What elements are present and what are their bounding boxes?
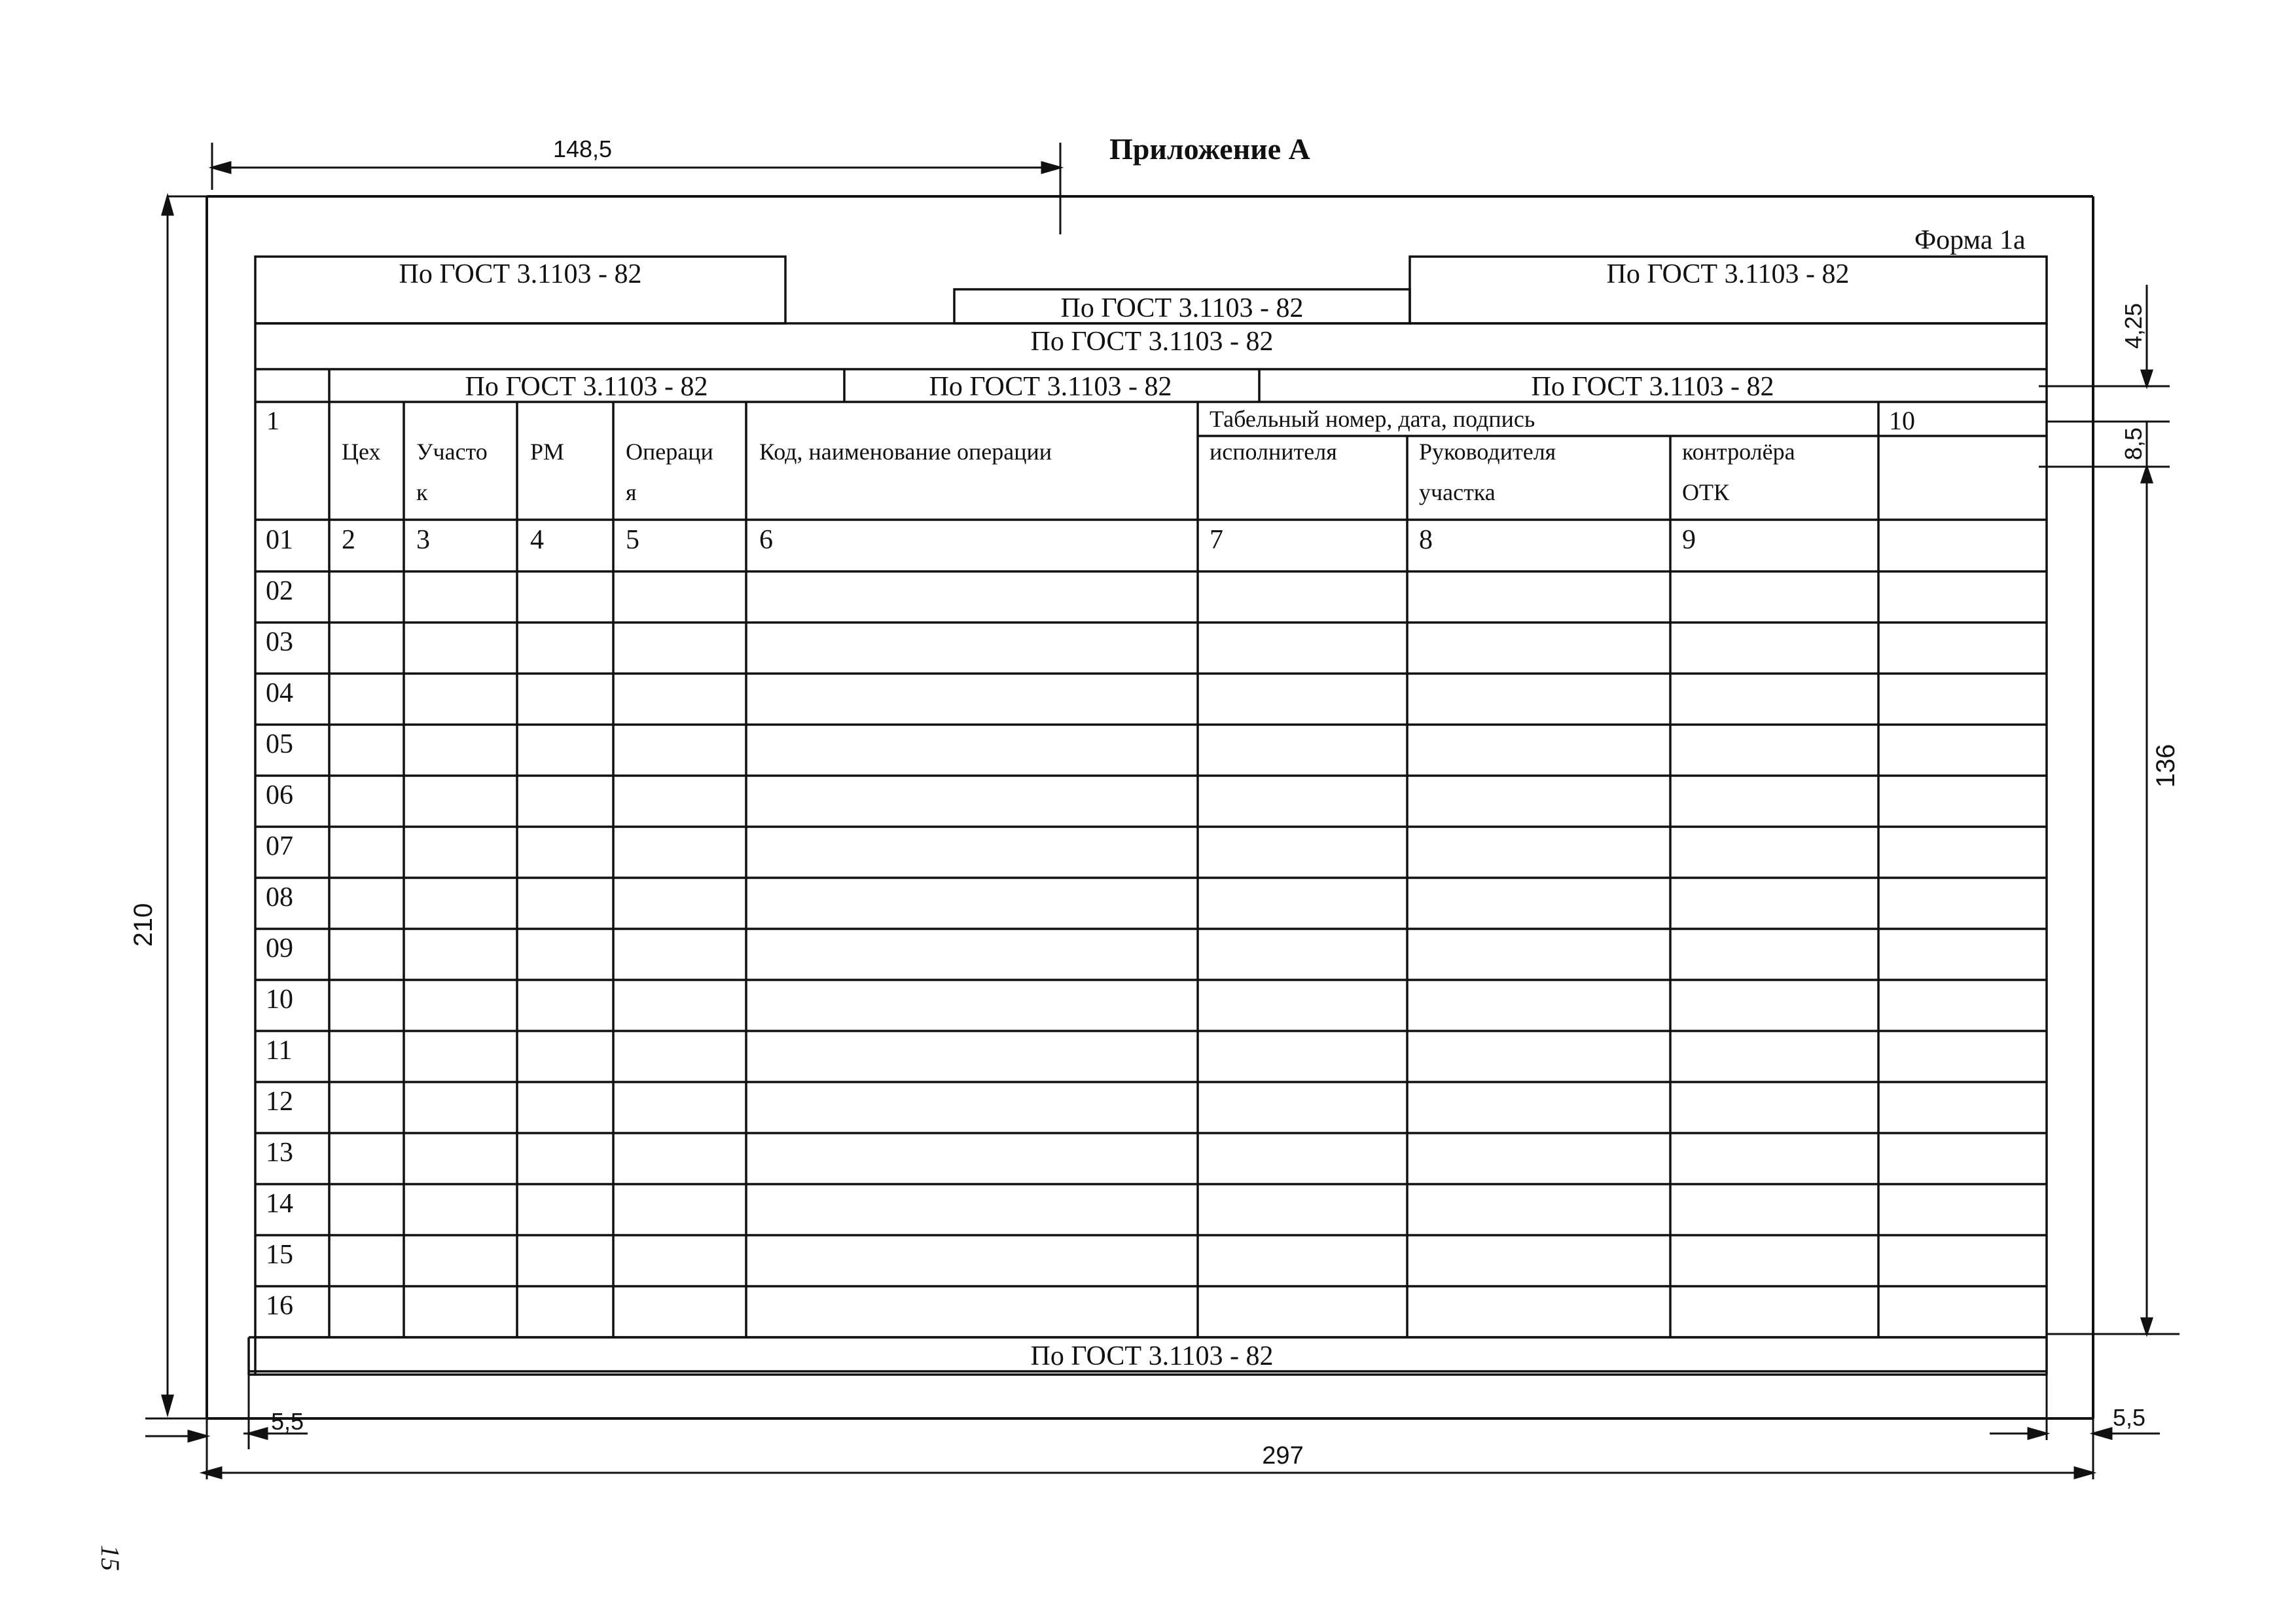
header-controller-2: ОТК [1682, 479, 1729, 505]
header-supervisor-1: Руководителя [1419, 439, 1556, 465]
header-operation-2: я [626, 479, 637, 505]
header-uchastok-1: Участо [416, 439, 488, 465]
column-number: 9 [1682, 525, 1696, 555]
header-tabel-group: Табельный номер, дата, подпись [1210, 406, 1535, 432]
row-number: 16 [266, 1291, 293, 1321]
header-rm: РМ [530, 439, 565, 465]
dim-height: 210 [129, 903, 158, 947]
column-number: 5 [626, 525, 639, 555]
column-number: 01 [266, 525, 293, 555]
header-controller-1: контролёра [1682, 439, 1795, 465]
header-col10: 10 [1889, 406, 1915, 435]
column-number: 6 [759, 525, 773, 555]
row-number: 03 [266, 627, 293, 657]
row-number: 07 [266, 831, 293, 861]
column-number: 3 [416, 525, 430, 555]
form-label: Форма 1а [1914, 225, 2026, 255]
header-op-code: Код, наименование операции [759, 439, 1052, 465]
column-number: 8 [1419, 525, 1433, 555]
dim-top-field: 4,25 [2120, 302, 2147, 350]
form-grid [249, 257, 2047, 1375]
header-tsekh: Цех [342, 439, 381, 465]
row-number: 08 [266, 882, 293, 912]
appendix-title: Приложение А [1109, 132, 1310, 166]
dim-margin-left: 5,5 [271, 1408, 304, 1435]
dim-half-width: 148,5 [552, 135, 613, 162]
page-number: 15 [96, 1545, 125, 1571]
row-number: 06 [266, 780, 293, 810]
row-number: 11 [266, 1036, 293, 1066]
row-number: 13 [266, 1138, 293, 1168]
header-uchastok-2: к [416, 479, 428, 505]
header-col1: 1 [266, 406, 279, 435]
gost-ref-banner: По ГОСТ 3.1103 - 82 [1030, 327, 1274, 357]
gost-ref-row-b: По ГОСТ 3.1103 - 82 [929, 372, 1172, 402]
dim-width: 297 [1262, 1442, 1304, 1470]
gost-ref-bottom: По ГОСТ 3.1103 - 82 [1030, 1341, 1274, 1371]
dim-header-height: 8,5 [2120, 427, 2147, 461]
row-number: 02 [266, 576, 293, 606]
gost-ref-top-right: По ГОСТ 3.1103 - 82 [1606, 259, 1850, 289]
row-number: 10 [266, 984, 293, 1015]
gost-ref-top-left: По ГОСТ 3.1103 - 82 [399, 259, 642, 289]
gost-ref-top-center: По ГОСТ 3.1103 - 82 [1060, 293, 1304, 323]
table-header [266, 406, 1915, 505]
row-numbers [266, 576, 293, 1321]
dim-margin-right: 5,5 [2113, 1404, 2146, 1431]
header-supervisor-2: участка [1419, 479, 1496, 505]
header-operation-1: Операци [626, 439, 713, 465]
row-number: 05 [266, 729, 293, 759]
row-number: 04 [266, 678, 293, 708]
column-number-row [266, 525, 1696, 555]
column-number: 4 [530, 525, 544, 555]
header-executor: исполнителя [1210, 439, 1337, 465]
row-number: 09 [266, 933, 293, 964]
row-number: 14 [266, 1189, 293, 1219]
column-number: 2 [342, 525, 355, 555]
row-number: 15 [266, 1240, 293, 1270]
column-number: 7 [1210, 525, 1223, 555]
row-number: 12 [266, 1087, 293, 1117]
gost-ref-row-c: По ГОСТ 3.1103 - 82 [1531, 372, 1774, 402]
gost-ref-row-a: По ГОСТ 3.1103 - 82 [465, 372, 708, 402]
dim-table-height: 136 [2151, 744, 2180, 788]
